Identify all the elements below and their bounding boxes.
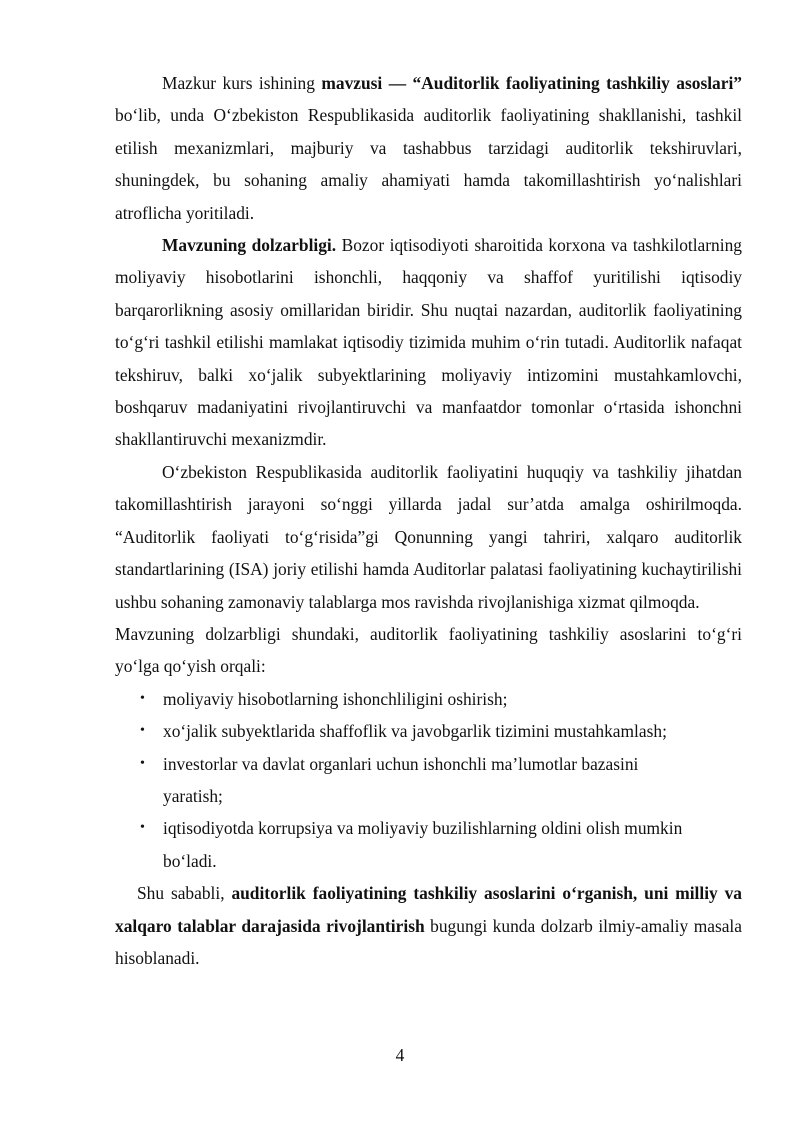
list-item: [115, 683, 742, 715]
conclusion-text-post: bugungi kunda dolzarb ilmiy-amaliy masala hisoblanadi.: [115, 915, 742, 968]
relevance-lead-paragraph: Mavzuning dolzarbligi shundaki, auditorlik faoliyatining tashkiliy asoslarini to‘g‘ri yo‘lga qo‘yish orqali:: [115, 623, 742, 677]
conclusion-emphasis: auditorlik faoliyatining tashkiliy asoslarini o‘rganish, uni milliy va xalqaro talablar darajasida rivojlantirish: [115, 883, 742, 936]
list-item-text: moliyaviy hisobotlarning ishonchliligini oshirish;: [163, 688, 508, 709]
page-number: 4: [395, 1045, 405, 1065]
bullet-icon: •: [140, 755, 145, 771]
intro-paragraph: [115, 67, 742, 229]
document-page: [115, 67, 742, 974]
conclusion-text-pre: Shu sababli,: [137, 883, 232, 904]
intro-text-post: bo‘lib, unda O‘zbekiston Respublikasida auditorlik faoliyatining shakllanishi, tashkil etilish mexanizmlari, majburiy va tashabbus tarzidagi auditorlik tekshiruvlari, shuningdek, bu sohaning amaliy ahamiyati hamda takomillashtirish yo‘nalishlari atroflicha yoritiladi.: [115, 105, 742, 223]
list-item-text: iqtisodiyotda korrupsiya va moliyaviy buzilishlarning oldini olish mumkin bo‘ladi.: [163, 818, 683, 871]
relevance-text: Bozor iqtisodiyoti sharoitida korxona va tashkilotlarning moliyaviy hisobotlarini ishonchli, haqqoniy va shaffof yuritilishi iqtisodiy barqarorlikning asosiy omillaridan biridir. Shu nuqtai nazardan, auditorlik faoliyatining to‘g‘ri tashkil etilishi mamlakat iqtisodiy tizimida muhim o‘rin tutadi. Auditorlik nafaqat tekshiruv, balki xo‘jalik subyektlarining moliyaviy intizomini mustahkamlovchi, boshqaruv madaniyatini rivojlantiruvchi va manfaatdor tomonlar o‘rtasida ishonchni shakllantiruvchi mexanizmdir.: [115, 235, 742, 450]
list-item: [115, 748, 742, 813]
list-item-text: investorlar va davlat organlari uchun ishonchli ma’lumotlar bazasini yaratish;: [163, 753, 639, 806]
intro-text-pre: Mazkur kurs ishining: [162, 73, 322, 93]
bullet-icon: •: [140, 820, 145, 836]
list-item-text: xo‘jalik subyektlarida shaffoflik va javobgarlik tizimini mustahkamlash;: [163, 721, 667, 742]
relevance-paragraph: [115, 229, 742, 456]
bullet-icon: •: [140, 690, 145, 706]
topic-title: mavzusi — “Auditorlik faoliyatining tashkiliy asoslari”: [321, 73, 743, 93]
list-item: [115, 812, 742, 877]
relevance-heading: Mavzuning dolzarbligi.: [162, 235, 337, 256]
legal-paragraph: O‘zbekiston Respublikasida auditorlik faoliyatini huquqiy va tashkiliy jihatdan takomillashtirish jarayoni so‘nggi yillarda jadal sur’atda amalga oshirilmoqda. “Auditorlik faoliyati to‘g‘risida”gi Qonunning yangi tahriri, xalqaro auditorlik standartlarining (ISA) joriy etilishi hamda Auditorlar palatasi faoliyatining kuchaytirilishi ushbu sohaning zamonaviy talablarga mos ravishda rivojlanishiga xizmat qilmoqda.: [115, 461, 742, 612]
conclusion-paragraph: [115, 877, 742, 974]
bullet-icon: •: [140, 723, 145, 739]
relevance-list: [115, 683, 742, 877]
list-item: [115, 715, 742, 747]
